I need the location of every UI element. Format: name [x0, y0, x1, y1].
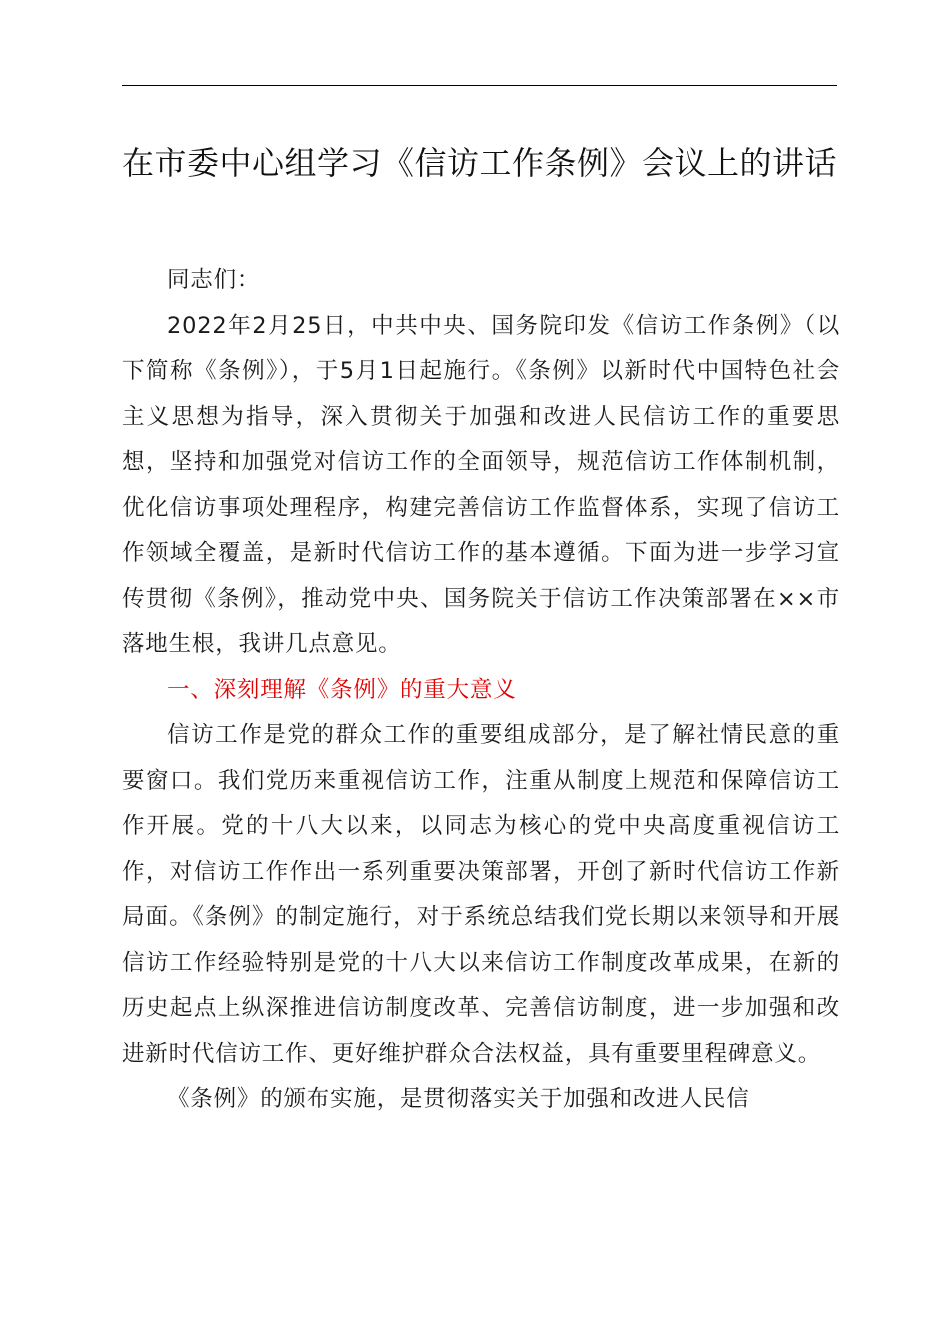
header-rule [122, 85, 837, 86]
document-body [122, 258, 840, 1123]
intro-paragraph: 2022年2月25日，中共中央、国务院印发《信访工作条例》（以下简称《条例》），于5月1日起施行。《条例》以新时代中国特色社会主义思想为指导，深入贯彻关于加强和改进人民信访工作的重要思想，坚持和加强党对信访工作的全面领导，规范信访工作体制机制，优化信访事项处理程序，构建完善信访工作监督体系，实现了信访工作领域全覆盖，是新时代信访工作的基本遵循。下面为进一步学习宣传贯彻《条例》，推动党中央、国务院关于信访工作决策部署在××市落地生根，我讲几点意见。 [122, 312, 840, 657]
salutation: 同志们： [167, 267, 261, 293]
section-heading: 一、深刻理解《条例》的重大意义 [167, 676, 517, 703]
section-paragraph: 《条例》的颁布实施，是贯彻落实关于加强和改进人民信 [167, 1086, 750, 1112]
section-paragraph: 信访工作是党的群众工作的重要组成部分，是了解社情民意的重要窗口。我们党历来重视信访工作，注重从制度上规范和保障信访工作开展。党的十八大以来，以同志为核心的党中央高度重视信访工作，对信访工作作出一系列重要决策部署，开创了新时代信访工作新局面。《条例》的制定施行，对于系统总结我们党长期以来领导和开展信访工作经验特别是党的十八大以来信访工作制度改革成果，在新的历史起点上纵深推进信访制度改革、完善信访制度，进一步加强和改进新时代信访工作、更好维护群众合法权益，具有重要里程碑意义。 [122, 722, 840, 1067]
document-title: 在市委中心组学习《信访工作条例》会议上的讲话 [121, 144, 837, 182]
